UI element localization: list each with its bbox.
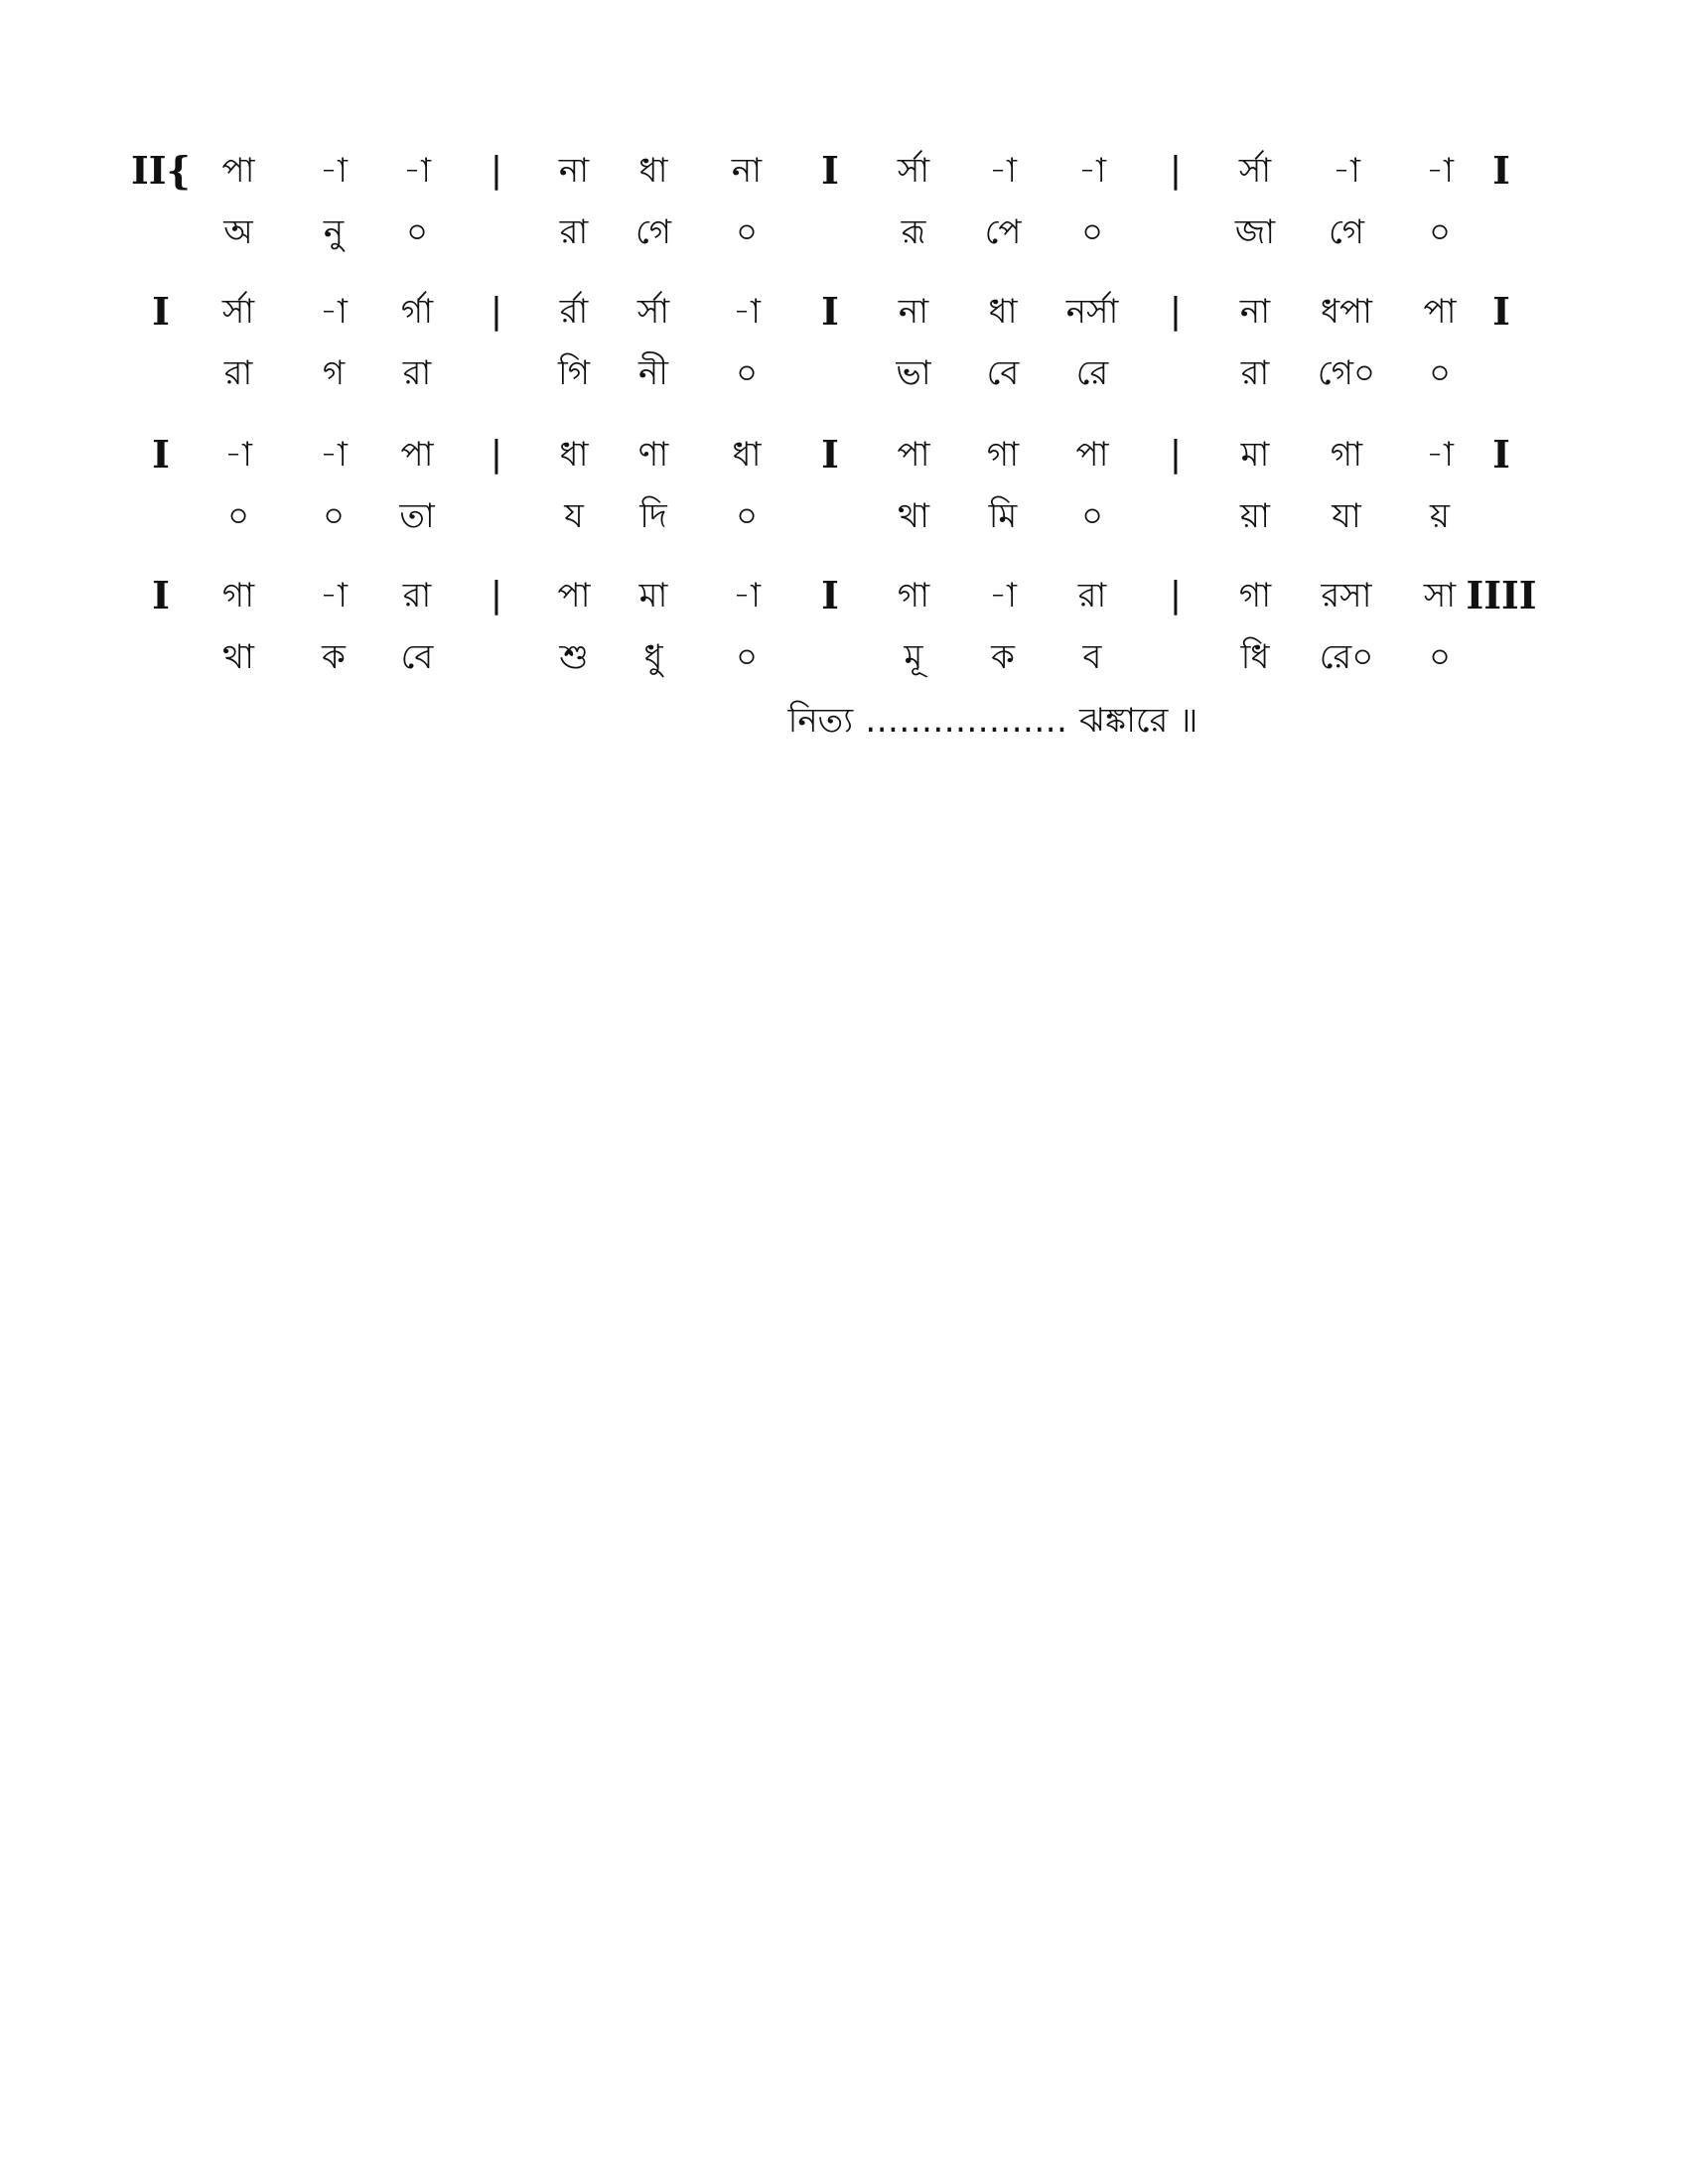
lyric-syllable: ভা	[896, 353, 931, 393]
bar-symbol: I	[1492, 289, 1510, 334]
swara-note: ধা	[638, 151, 668, 191]
swara-note: -া	[989, 576, 1017, 615]
lyric-syllable: নু	[323, 212, 345, 252]
swara-note: পা	[1423, 292, 1457, 332]
lyric-syllable: ক	[991, 637, 1015, 677]
bar-symbol: I	[821, 289, 839, 334]
swara-note: -া	[1078, 151, 1106, 191]
swara-note: গা	[1238, 576, 1272, 615]
swara-note: -া	[320, 151, 348, 191]
lyric-syllable: দি	[639, 496, 667, 536]
refrain-start: নিত্য	[787, 701, 854, 741]
swara-note: রসা	[1321, 576, 1372, 615]
swara-note: ধা	[732, 435, 762, 475]
lyric-syllable: গে	[634, 212, 672, 252]
lyric-syllable: ০	[322, 496, 346, 536]
lyric-syllable: ০	[735, 496, 759, 536]
lyric-syllable: তা	[399, 496, 435, 536]
lyric-syllable: বে	[986, 353, 1020, 393]
swara-note: -া	[733, 292, 761, 332]
lyric-syllable: নী	[637, 353, 669, 393]
bar-symbol: IIII	[1466, 573, 1537, 617]
swara-note: -া	[320, 576, 348, 615]
swara-note: মা	[1240, 435, 1270, 475]
lyric-syllable: ০	[1428, 212, 1452, 252]
lyric-syllable: গ	[322, 353, 346, 393]
bar-symbol: I	[1492, 432, 1510, 477]
refrain-dots: ………………	[865, 701, 1068, 741]
swara-note: না	[1239, 292, 1271, 332]
swara-note: পা	[400, 435, 434, 475]
swara-note: পা	[897, 435, 930, 475]
swara-note: র্সা	[1238, 151, 1272, 191]
swara-note: -া	[403, 151, 431, 191]
bar-symbol: I	[152, 432, 170, 477]
refrain-line	[782, 695, 1204, 751]
swara-note: -া	[733, 576, 761, 615]
bar-symbol: I	[1492, 148, 1510, 193]
swara-note: গা	[1330, 435, 1363, 475]
bar-symbol: |	[490, 575, 503, 615]
lyric-syllable: যা	[1332, 496, 1361, 536]
lyric-syllable: পে	[984, 212, 1022, 252]
lyric-syllable: রে	[1075, 353, 1109, 393]
swara-note: সা	[1423, 576, 1457, 615]
swara-note: না	[558, 151, 590, 191]
bar-symbol: |	[490, 434, 503, 475]
lyric-syllable: রা	[559, 212, 589, 252]
lyric-syllable: থা	[222, 637, 254, 677]
swara-note: পা	[221, 151, 255, 191]
swara-note: পা	[1075, 435, 1109, 475]
bar-symbol: I	[152, 573, 170, 617]
bar-symbol: |	[1169, 434, 1183, 475]
lyric-syllable: ০	[226, 496, 250, 536]
swara-note: ধা	[988, 292, 1018, 332]
swara-note: -া	[224, 435, 252, 475]
refrain-end: ঝঙ্কারে ॥	[1079, 701, 1198, 741]
swara-note: -া	[989, 151, 1017, 191]
lyric-syllable: জা	[1234, 212, 1276, 252]
swara-note: র্সা	[636, 292, 670, 332]
lyric-syllable: অ	[223, 212, 253, 252]
lyric-syllable: রা	[402, 353, 432, 393]
swara-note: র্সা	[897, 151, 930, 191]
lyric-syllable: ০	[1428, 637, 1452, 677]
swara-note: রা	[1077, 576, 1107, 615]
lyric-syllable: য়	[1429, 496, 1451, 536]
swara-note: পা	[557, 576, 591, 615]
bar-symbol: |	[1169, 150, 1183, 191]
bar-symbol: |	[1169, 291, 1183, 332]
lyric-syllable: ০	[735, 637, 759, 677]
lyric-syllable: ০	[1080, 212, 1104, 252]
bar-symbol: I	[152, 289, 170, 334]
swara-note: ধা	[559, 435, 589, 475]
lyric-syllable: রে০	[1319, 637, 1374, 677]
bar-symbol: I	[821, 432, 839, 477]
lyric-syllable: ০	[1428, 353, 1452, 393]
swara-note: র্গা	[400, 292, 434, 332]
swara-note: ধপা	[1321, 292, 1372, 332]
swara-note: মা	[638, 576, 668, 615]
lyric-syllable: গি	[557, 353, 591, 393]
lyric-syllable: বে	[400, 637, 434, 677]
swara-note: -া	[1426, 151, 1454, 191]
swara-note: -া	[320, 292, 348, 332]
bar-symbol: |	[490, 291, 503, 332]
swara-note: গা	[221, 576, 255, 615]
lyric-syllable: ধু	[643, 637, 663, 677]
lyric-syllable: ০	[1080, 496, 1104, 536]
swara-note: রা	[402, 576, 432, 615]
bar-symbol: I	[821, 148, 839, 193]
lyric-syllable: রূ	[901, 212, 926, 252]
lyric-syllable: ০	[735, 353, 759, 393]
swara-note: গা	[986, 435, 1020, 475]
lyric-syllable: ০	[735, 212, 759, 252]
swara-note: র্রা	[559, 292, 589, 332]
swara-note: গা	[897, 576, 930, 615]
swara-note: ণা	[637, 435, 669, 475]
lyric-syllable: শু	[559, 637, 589, 677]
lyric-syllable: মি	[988, 496, 1018, 536]
swara-note: র্সা	[221, 292, 255, 332]
lyric-syllable: রা	[223, 353, 253, 393]
lyric-syllable: ০	[405, 212, 429, 252]
bar-symbol: |	[490, 150, 503, 191]
bar-symbol: I	[821, 573, 839, 617]
lyric-syllable: গে	[1328, 212, 1365, 252]
lyric-syllable: ব	[1082, 637, 1102, 677]
swara-note: -া	[320, 435, 348, 475]
swara-note: না	[731, 151, 763, 191]
lyric-syllable: ধি	[1240, 637, 1270, 677]
lyric-syllable: থা	[898, 496, 929, 536]
lyric-syllable: য	[564, 496, 584, 536]
swara-note: নর্সা	[1065, 292, 1119, 332]
lyric-syllable: রা	[1240, 353, 1270, 393]
lyric-syllable: মূ	[904, 637, 923, 677]
lyric-syllable: ক	[322, 637, 346, 677]
bar-symbol: |	[1169, 575, 1183, 615]
swara-note: -া	[1333, 151, 1360, 191]
swara-note: -া	[1426, 435, 1454, 475]
lyric-syllable: য়া	[1240, 496, 1270, 536]
lyric-syllable: গে০	[1317, 353, 1376, 393]
bar-symbol: II{	[131, 148, 191, 193]
swara-note: না	[898, 292, 929, 332]
